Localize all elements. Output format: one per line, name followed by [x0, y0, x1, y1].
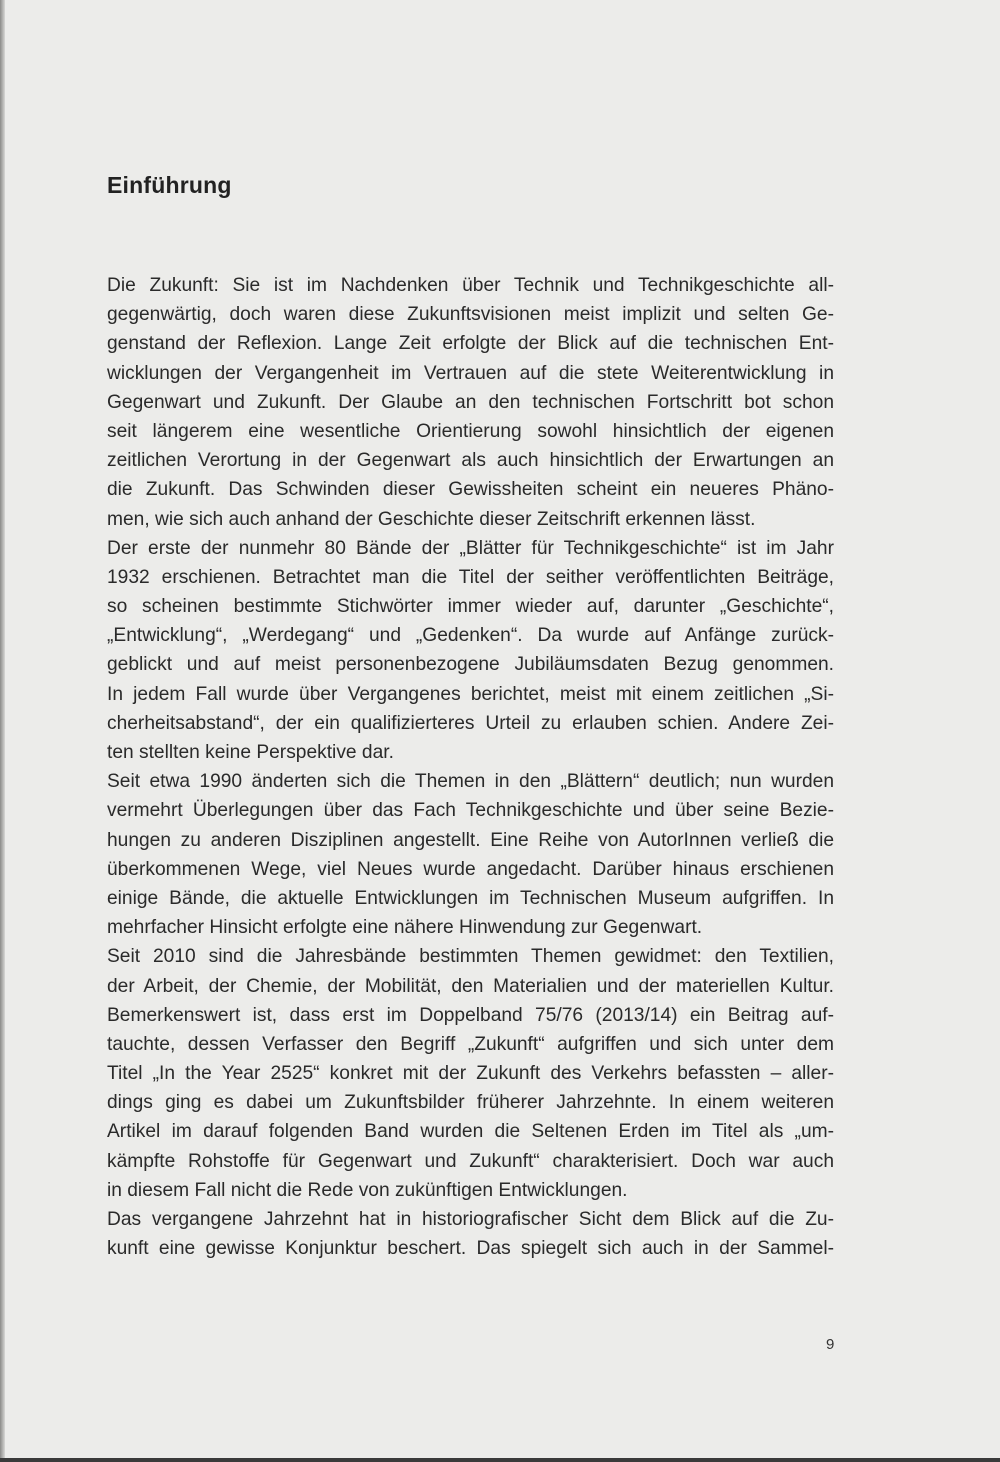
text-line: kämpfte Rohstoffe für Gegenwart und Zukunft“ charakterisiert. Doch war auch	[107, 1150, 834, 1172]
text-line: Gegenwart und Zukunft. Der Glaube an den technischen Fortschritt bot schon	[107, 391, 834, 413]
text-line: „Entwicklung“, „Werdegang“ und „Gedenken“. Da wurde auf Anfänge zurück-	[107, 625, 834, 647]
text-line: kunft eine gewisse Konjunktur beschert. Das spiegelt sich auch in der Sammel-	[107, 1238, 834, 1260]
text-line: 1932 erschienen. Betrachtet man die Titel der seither veröffentlichten Beiträge,	[107, 566, 834, 588]
text-line: vermehrt Überlegungen über das Fach Technikgeschichte und über seine Bezie-	[107, 800, 834, 822]
text-line: hungen zu anderen Disziplinen angestellt. Eine Reihe von AutorInnen verließ die	[107, 829, 834, 851]
text-line: Artikel im darauf folgenden Band wurden die Seltenen Erden im Titel als „um-	[107, 1121, 834, 1143]
text-line: tauchte, dessen Verfasser den Begriff „Zukunft“ aufgriffen und sich unter dem	[107, 1033, 834, 1055]
text-line: Der erste der nunmehr 80 Bände der „Blätter für Technikgeschichte“ ist im Jahr	[107, 537, 834, 559]
paragraph	[107, 942, 834, 1205]
text-line: überkommenen Wege, viel Neues wurde angedacht. Darüber hinaus erschienen	[107, 858, 834, 880]
text-line: einige Bände, die aktuelle Entwicklungen im Technischen Museum aufgriffen. In	[107, 887, 834, 909]
text-line: Bemerkenswert ist, dass erst im Doppelband 75/76 (2013/14) ein Beitrag auf-	[107, 1004, 834, 1026]
text-line: geblickt und auf meist personenbezogene Jubiläumsdaten Bezug genommen.	[107, 654, 834, 676]
paragraph	[107, 534, 834, 768]
text-line: gegenwärtig, doch waren diese Zukunftsvisionen meist implizit und selten Ge-	[107, 304, 834, 326]
text-line: ten stellten keine Perspektive dar.	[107, 742, 394, 763]
text-line: cherheitsabstand“, der ein qualifizierteres Urteil zu erlauben schien. Andere Zei-	[107, 712, 834, 734]
text-line: so scheinen bestimmte Stichwörter immer wieder auf, darunter „Geschichte“,	[107, 596, 834, 618]
page-bottom-edge	[0, 1458, 1000, 1462]
page-number: 9	[826, 1336, 835, 1353]
text-line: Das vergangene Jahrzehnt hat in historiografischer Sicht dem Blick auf die Zu-	[107, 1209, 834, 1230]
text-line: der Arbeit, der Chemie, der Mobilität, den Materialien und der materiellen Kultur.	[107, 975, 834, 997]
paragraph	[107, 1205, 834, 1263]
text-line: In jedem Fall wurde über Vergangenes berichtet, meist mit einem zeitlichen „Si-	[107, 683, 834, 705]
text-line: zeitlichen Verortung in der Gegenwart als auch hinsichtlich der Erwartungen an	[107, 450, 834, 472]
section-heading: Einführung	[107, 172, 232, 198]
text-line: in diesem Fall nicht die Rede von zukünftigen Entwicklungen.	[107, 1179, 628, 1201]
paragraph	[107, 767, 834, 942]
text-line: dings ging es dabei um Zukunftsbilder früherer Jahrzehnte. In einem weiteren	[107, 1092, 834, 1114]
text-line: mehrfacher Hinsicht erfolgte eine nähere Hinwendung zur Gegenwart.	[107, 917, 703, 939]
page-spine-edge	[0, 0, 5, 1462]
text-line: Die Zukunft: Sie ist im Nachdenken über Technik und Technikgeschichte all-	[107, 275, 834, 296]
text-line: wicklungen der Vergangenheit im Vertrauen auf die stete Weiterentwicklung in	[107, 362, 834, 384]
text-line: Seit 2010 sind die Jahresbände bestimmten Themen gewidmet: den Textilien,	[107, 946, 834, 968]
text-line: genstand der Reflexion. Lange Zeit erfolgte der Blick auf die technischen Ent-	[107, 333, 834, 355]
body-text	[107, 271, 834, 1263]
text-line: seit längerem eine wesentliche Orientierung sowohl hinsichtlich der eigenen	[107, 420, 834, 442]
text-line: Titel „In the Year 2525“ konkret mit der Zukunft des Verkehrs befassten – aller-	[107, 1063, 834, 1085]
text-line: die Zukunft. Das Schwinden dieser Gewissheiten scheint ein neueres Phäno-	[107, 479, 834, 501]
text-line: men, wie sich auch anhand der Geschichte dieser Zeitschrift erkennen lässt.	[107, 508, 756, 530]
text-line: Seit etwa 1990 änderten sich die Themen in den „Blättern“ deutlich; nun wurden	[107, 771, 834, 793]
paragraph	[107, 271, 834, 534]
